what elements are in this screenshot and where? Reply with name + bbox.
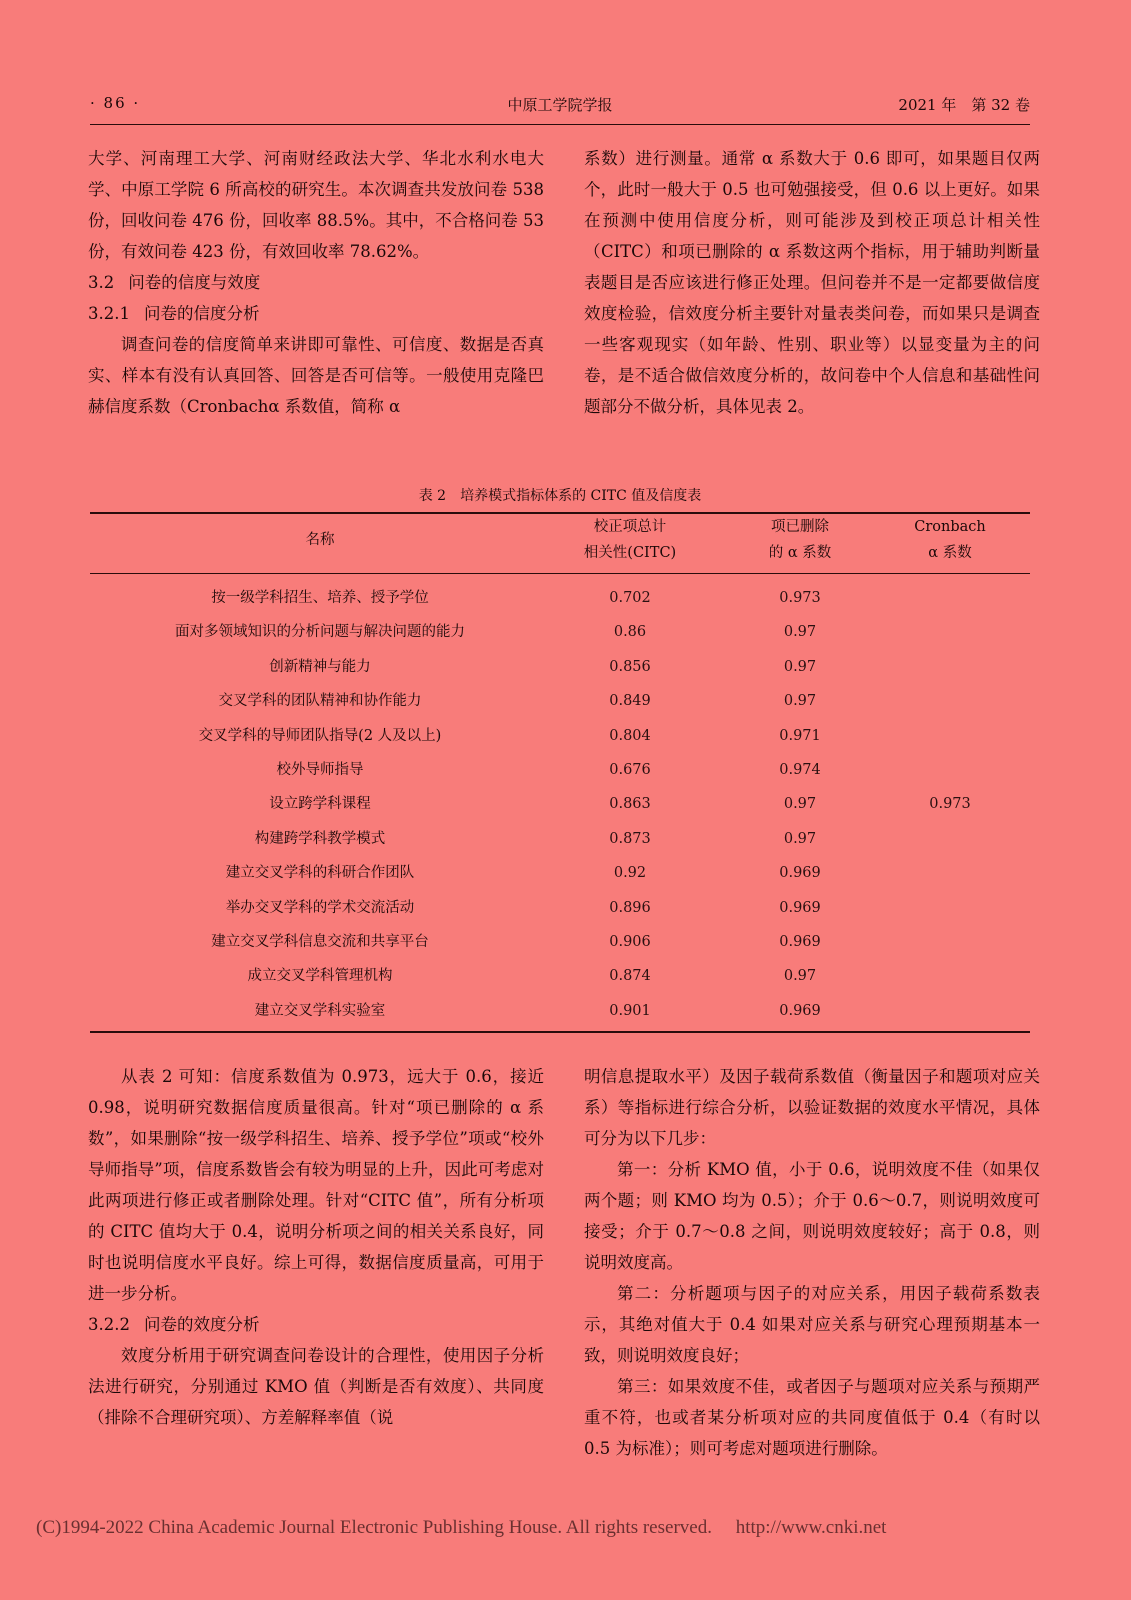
cell-name: 成立交叉学科管理机构 <box>247 968 393 985</box>
cell-deleted-alpha: 0.97 <box>783 968 817 985</box>
cell-deleted-alpha: 0.97 <box>783 658 817 675</box>
cell-citc: 0.804 <box>609 727 651 744</box>
header-rule <box>90 124 1030 125</box>
cell-citc: 0.86 <box>613 624 647 641</box>
cell-cronbach-alpha: 0.973 <box>929 796 971 813</box>
cell-deleted-alpha: 0.97 <box>783 796 817 813</box>
cell-citc: 0.873 <box>609 830 651 847</box>
cell-citc: 0.896 <box>609 899 651 916</box>
column-header-deleted-alpha <box>730 514 870 566</box>
cell-name: 建立交叉学科实验室 <box>254 1002 386 1019</box>
section-heading-3-2 <box>88 267 544 298</box>
cell-name: 建立交叉学科信息交流和共享平台 <box>211 933 429 950</box>
header-text: 名称 <box>305 532 335 548</box>
cell-citc: 0.863 <box>609 796 651 813</box>
section-heading-3-2-1 <box>88 298 544 329</box>
header-text: 项已删除 <box>771 519 829 535</box>
page-number: · 86 · <box>90 94 141 112</box>
cell-citc: 0.856 <box>609 658 651 675</box>
table-row <box>90 891 1030 925</box>
paragraph: 从表 2 可知：信度系数值为 0.973，远大于 0.6，接近 0.98，说明研究数据信度质量很高。针对“项已删除的 α 系数”，如果删除“按一级学科招生、培养、授予学位”项或“校外导师指导”项，信度系数皆会有较为明显的上升，因此可考虑对此两项进行修正或者删除处理。针对“CITC 值”，所有分析项的 CITC 值均大于 0.4，说明分析项之间的相关关系良好，同时也说明信度水平良好。综上可得，数据信度质量高，可用于进一步分析。 <box>88 1067 544 1303</box>
cell-name: 构建跨学科教学模式 <box>254 830 386 847</box>
citc-reliability-table <box>90 512 1030 1034</box>
header-text: 校正项总计 <box>593 519 667 535</box>
table-row <box>90 959 1030 993</box>
paragraph: 大学、河南理工大学、河南财经政法大学、华北水利水电大学、中原工学院 6 所高校的研究生。本次调查共发放问卷 538 份，回收问卷 476 份，回收率 88.5%。其中，不合格问卷 53 份，有效问卷 423 份，有效回收率 78.62%。 <box>88 149 544 261</box>
table-row <box>90 650 1030 684</box>
paragraph: 第三：如果效度不佳，或者因子与题项对应关系与预期严重不符，也或者某分析项对应的共同度值低于 0.4（有时以 0.5 为标准）；则可考虑对题项进行删除。 <box>584 1377 1040 1458</box>
table-row <box>90 925 1030 959</box>
journal-issue: 2021 年 第 32 卷 <box>898 96 1030 114</box>
section-title: 问卷的信度与效度 <box>128 273 261 292</box>
table-row <box>90 581 1030 615</box>
section-heading-3-2-2 <box>88 1309 544 1340</box>
right-column-top <box>584 143 1040 422</box>
table-bottom-rule <box>90 1031 1030 1033</box>
table-caption: 表 2 培养模式指标体系的 CITC 值及信度表 <box>418 488 702 504</box>
table-row <box>90 856 1030 890</box>
cell-name: 按一级学科招生、培养、授予学位 <box>211 590 429 606</box>
column-header-name <box>90 527 550 553</box>
table-row <box>90 787 1030 821</box>
cell-deleted-alpha: 0.97 <box>783 830 817 847</box>
table-body <box>90 581 1030 1028</box>
cell-deleted-alpha: 0.973 <box>779 590 821 606</box>
cell-citc: 0.702 <box>609 590 651 606</box>
cell-name: 交叉学科的团队精神和协作能力 <box>218 693 422 710</box>
journal-title: 中原工学院学报 <box>507 96 613 114</box>
cell-citc: 0.849 <box>609 693 651 710</box>
cell-deleted-alpha: 0.969 <box>779 865 821 882</box>
section-number: 3.2.1 <box>88 304 130 323</box>
cell-citc: 0.901 <box>609 1002 651 1019</box>
page-header <box>90 94 1030 124</box>
section-number: 3.2 <box>88 273 115 292</box>
cell-name: 交叉学科的导师团队指导(2 人及以上) <box>198 727 442 744</box>
section-number: 3.2.2 <box>88 1315 130 1334</box>
cell-deleted-alpha: 0.97 <box>783 624 817 641</box>
left-column-bottom <box>88 1061 544 1433</box>
cell-deleted-alpha: 0.969 <box>779 899 821 916</box>
table-row <box>90 719 1030 753</box>
cell-name: 设立跨学科课程 <box>269 796 371 813</box>
cell-citc: 0.906 <box>609 933 651 950</box>
cell-deleted-alpha: 0.97 <box>783 693 817 710</box>
column-header-cronbach-alpha <box>870 514 1030 566</box>
copyright-footer: (C)1994-2022 China Academic Journal Electronic Publishing House. All rights reserved. http://www.cnki.net <box>36 1517 887 1538</box>
header-text: 相关性(CITC) <box>583 545 677 561</box>
cell-name: 面对多领域知识的分析问题与解决问题的能力 <box>175 624 465 641</box>
table-header-rule <box>90 573 1030 574</box>
paragraph: 系数）进行测量。通常 α 系数大于 0.6 即可，如果题目仅两个，此时一般大于 0.5 也可勉强接受，但 0.6 以上更好。如果在预测中使用信度分析，则可能涉及到校正项总计相关性（CITC）和项已删除的 α 系数这两个指标，用于辅助判断量表题目是否应该进行修正处理。但问卷并不是一定都要做信度效度检验，信效度分析主要针对量表类问卷，而如果只是调查一些客观现实（如年龄、性别、职业等）以显变量为主的问卷，是不适合做信效度分析的，故问卷中个人信息和基础性问题部分不做分析，具体见表 2。 <box>584 149 1040 416</box>
cell-citc: 0.874 <box>609 968 651 985</box>
header-text: 的 α 系数 <box>768 545 832 561</box>
cell-deleted-alpha: 0.969 <box>779 1002 821 1019</box>
cell-citc: 0.676 <box>609 761 651 778</box>
cell-name: 创新精神与能力 <box>269 658 371 675</box>
section-title: 问卷的信度分析 <box>143 304 260 323</box>
paragraph: 效度分析用于研究调查问卷设计的合理性，使用因子分析法进行研究，分别通过 KMO 值（判断是否有效度）、共同度（排除不合理研究项）、方差解释率值（说 <box>88 1346 544 1427</box>
cell-deleted-alpha: 0.971 <box>779 727 821 744</box>
cell-citc: 0.92 <box>613 865 647 882</box>
paragraph: 第一：分析 KMO 值，小于 0.6，说明效度不佳（如果仅两个题；则 KMO 均为 0.5）；介于 0.6～0.7，则说明效度可接受；介于 0.7～0.8 之间，则说明效度较好；高于 0.8，则说明效度高。 <box>584 1160 1040 1272</box>
table-row <box>90 615 1030 649</box>
cell-name: 举办交叉学科的学术交流活动 <box>225 899 415 916</box>
header-text: Cronbach <box>914 519 986 535</box>
cell-name: 校外导师指导 <box>276 761 364 778</box>
left-column-top <box>88 143 544 422</box>
section-title: 问卷的效度分析 <box>143 1315 260 1334</box>
table-row <box>90 753 1030 787</box>
paragraph: 第二：分析题项与因子的对应关系，用因子载荷系数表示，其绝对值大于 0.4 如果对应关系与研究心理预期基本一致，则说明效度良好； <box>584 1284 1040 1365</box>
cell-name: 建立交叉学科的科研合作团队 <box>225 865 415 882</box>
table-row <box>90 994 1030 1028</box>
header-text: α 系数 <box>928 545 972 561</box>
table-row <box>90 684 1030 718</box>
table-row <box>90 822 1030 856</box>
column-header-citc <box>560 514 700 566</box>
cell-deleted-alpha: 0.969 <box>779 933 821 950</box>
cell-deleted-alpha: 0.974 <box>779 761 821 778</box>
paragraph: 调查问卷的信度简单来讲即可靠性、可信度、数据是否真实、样本有没有认真回答、回答是否可信等。一般使用克隆巴赫信度系数（Cronbachα 系数值，简称 α <box>88 335 544 416</box>
right-column-bottom <box>584 1061 1040 1464</box>
paragraph: 明信息提取水平）及因子载荷系数值（衡量因子和题项对应关系）等指标进行综合分析，以验证数据的效度水平情况，具体可分为以下几步： <box>584 1067 1040 1148</box>
